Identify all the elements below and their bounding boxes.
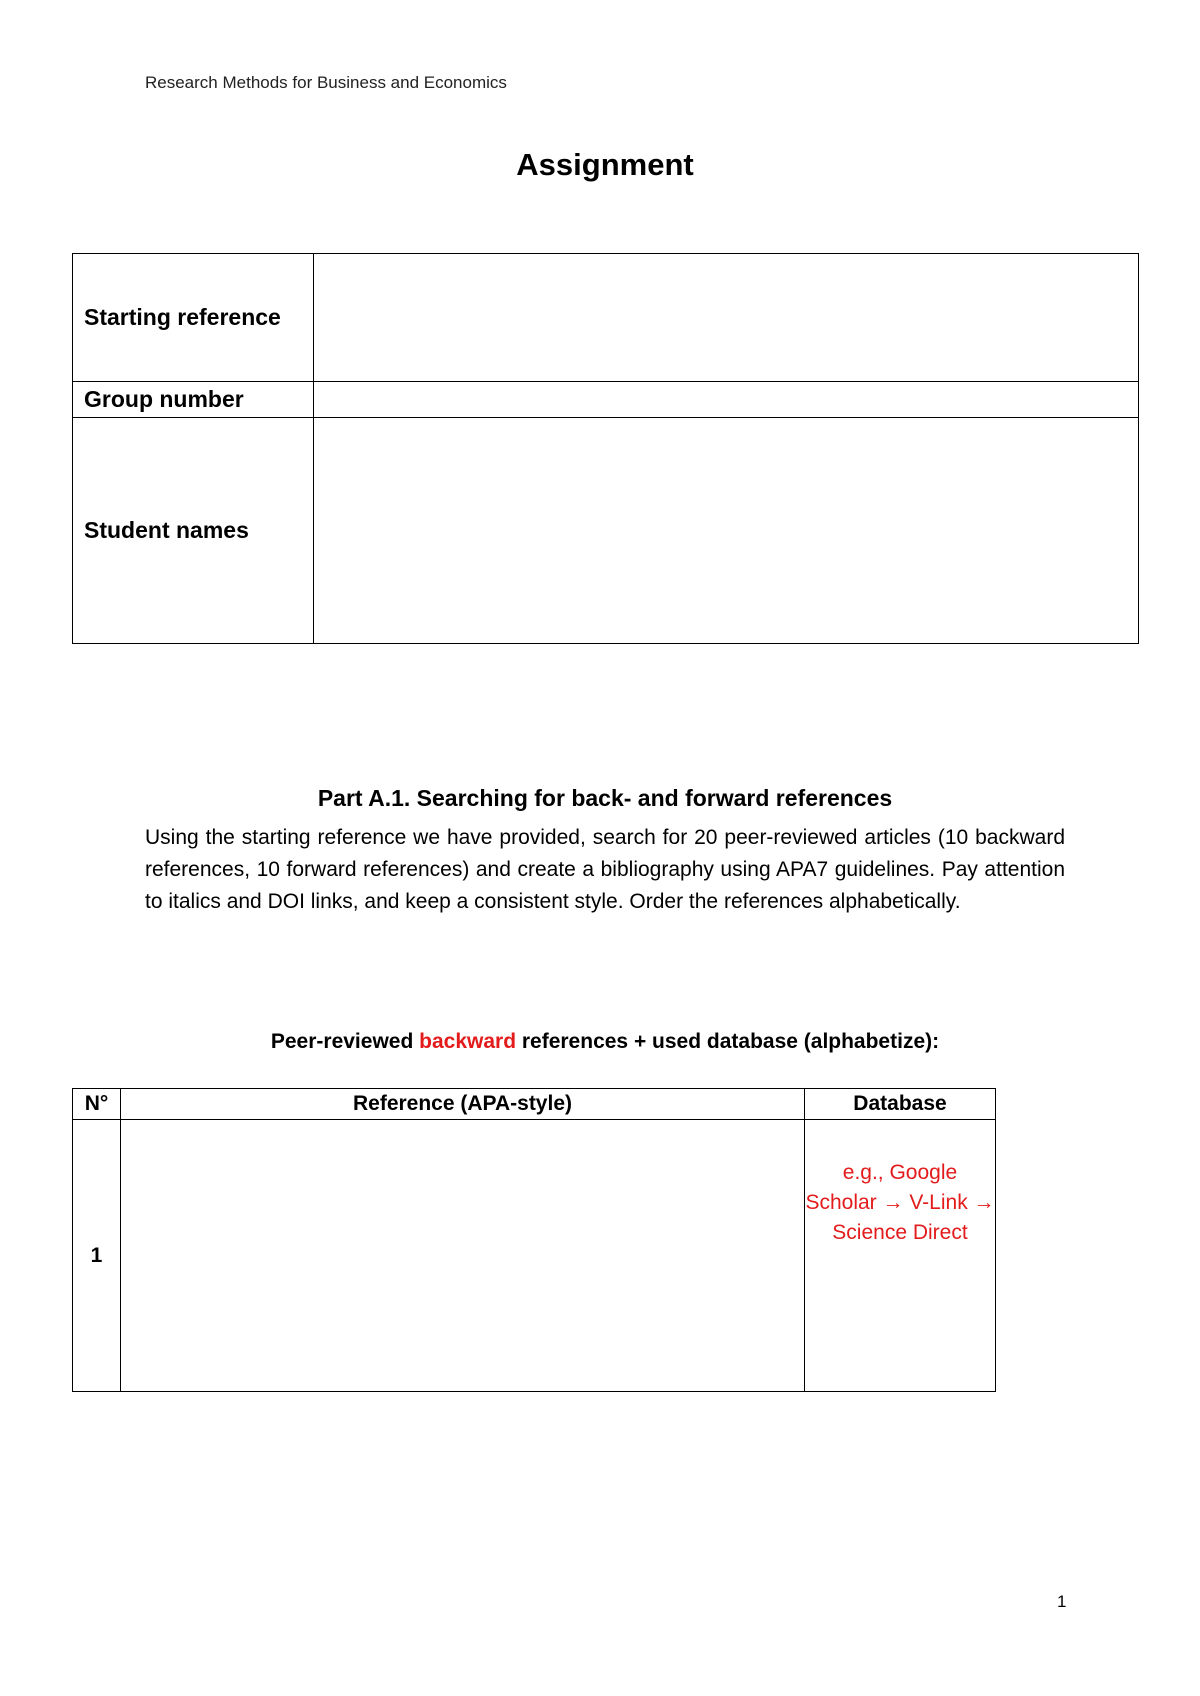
instructions-paragraph: Using the starting reference we have provided, search for 20 peer-reviewed articles (10 backward references, 10 forward references) and create a bibliography using APA7 guidelines. Pay attention to italics and DOI links, and keep a consistent style. Order the references alphabetically.	[145, 826, 1065, 913]
references-table	[72, 1088, 996, 1392]
table-subheading	[0, 1030, 1200, 1054]
table-row	[73, 254, 1139, 382]
page-title: Assignment	[516, 147, 694, 182]
starting-reference-label: Starting reference	[73, 254, 314, 382]
table-row	[73, 1120, 996, 1392]
starting-reference-field[interactable]	[314, 254, 1139, 382]
row-number: 1	[73, 1120, 121, 1392]
subheading-suffix: references + used database (alphabetize):	[516, 1030, 940, 1053]
reference-field[interactable]	[121, 1120, 805, 1392]
database-example[interactable]: e.g., Google Scholar → V-Link → Science Direct	[805, 1120, 996, 1392]
col-header-number: N°	[73, 1089, 121, 1120]
subheading-highlight: backward	[419, 1030, 517, 1053]
student-names-field[interactable]	[314, 418, 1139, 644]
student-names-label: Student names	[73, 418, 314, 644]
running-header: Research Methods for Business and Economics	[145, 73, 507, 92]
table-row	[73, 418, 1139, 644]
info-table	[72, 253, 1139, 644]
col-header-reference: Reference (APA-style)	[121, 1089, 805, 1120]
section-title: Part A.1. Searching for back- and forward references	[317, 785, 893, 811]
table-header-row	[73, 1089, 996, 1120]
group-number-field[interactable]	[314, 382, 1139, 418]
col-header-database: Database	[805, 1089, 996, 1120]
page-number: 1	[1057, 1592, 1067, 1611]
group-number-label: Group number	[73, 382, 314, 418]
subheading-prefix: Peer-reviewed	[270, 1030, 420, 1053]
table-row	[73, 382, 1139, 418]
